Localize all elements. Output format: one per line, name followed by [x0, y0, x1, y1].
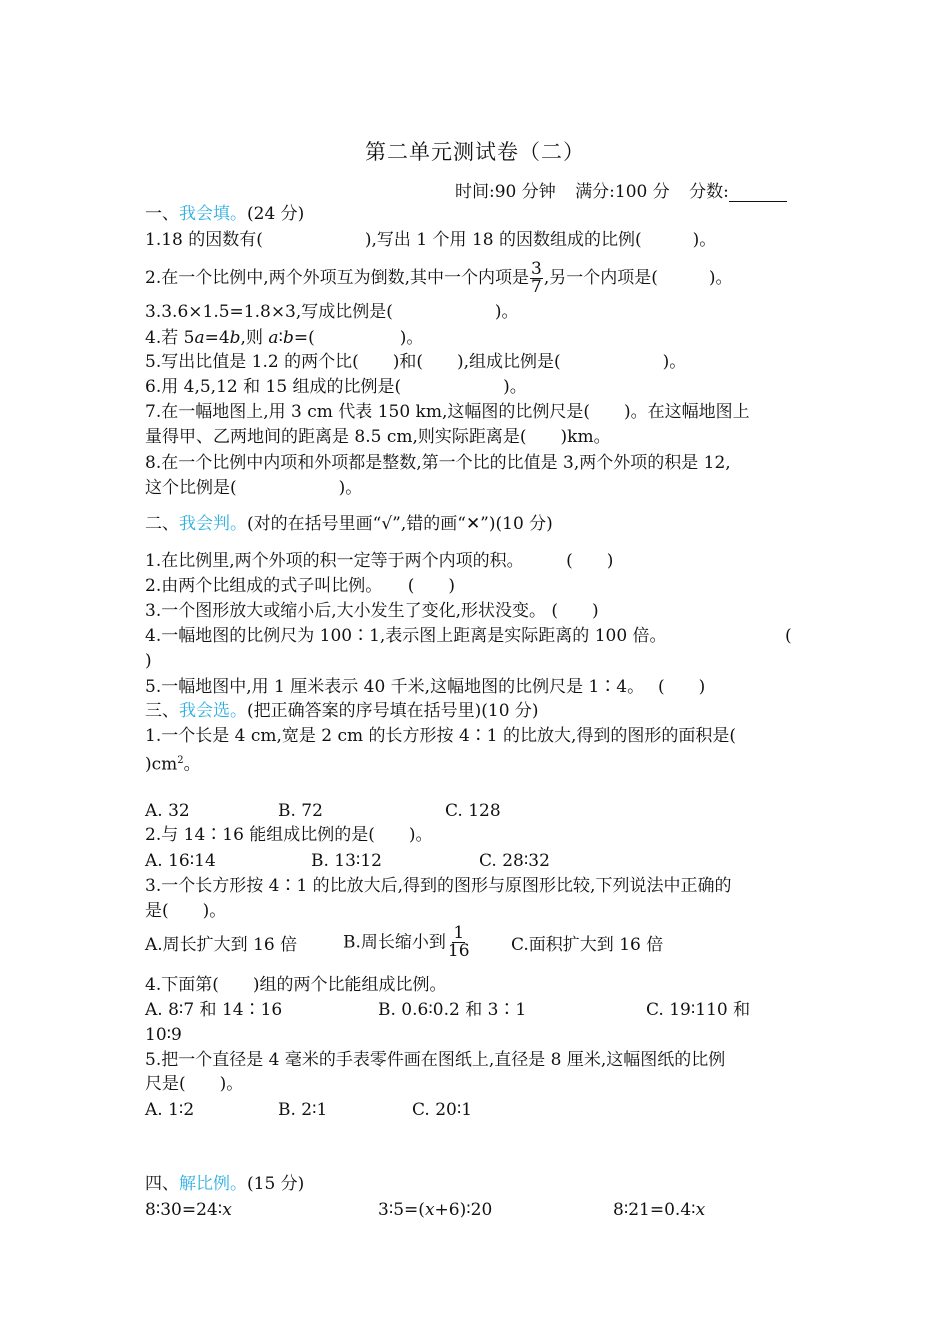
- s3-q5-option-c: C. 20∶1: [412, 1100, 473, 1120]
- exam-meta: [455, 177, 801, 202]
- s1-q5: 5.写出比值是 1.2 的两个比( )和( ),组成比例是( )。: [145, 352, 687, 372]
- s1-q7a: 7.在一幅地图上,用 3 cm 代表 150 km,这幅图的比例尺是( )。在这幅地图上: [145, 402, 750, 422]
- s3-q4-option-c-cont: 10∶9: [145, 1025, 182, 1045]
- s2-q2: 2.由两个比组成的式子叫比例。 ( ): [145, 576, 455, 596]
- s3-q4-option-a: A. 8∶7 和 14∶16: [145, 1000, 283, 1020]
- s2-q3: 3.一个图形放大或缩小后,大小发生了变化,形状没变。 ( ): [145, 601, 599, 621]
- s3-q5a: 5.把一个直径是 4 毫米的手表零件画在图纸上,直径是 8 厘米,这幅图纸的比例: [145, 1050, 726, 1070]
- s3-q2: 2.与 14∶16 能组成比例的是( )。: [145, 825, 433, 845]
- section-2-heading: 二、我会判。(对的在括号里画“√”,错的画“✕”)(10 分): [145, 514, 553, 534]
- full-score-label: 满分:100 分: [575, 182, 670, 202]
- s1-q3: 3.3.6×1.5=1.8×3,写成比例是( )。: [145, 302, 519, 322]
- fraction-1-16: $\frac{1}{16}$: [447, 923, 470, 961]
- s3-q3-option-a: A.周长扩大到 16 倍: [145, 935, 298, 955]
- s1-q2: 2.在一个比例中,两个外项互为倒数,其中一个内项是 $\frac{3}{7}$ ,另一个内项是( )。: [145, 259, 733, 297]
- s3-q4-option-c: C. 19∶110 和: [646, 1000, 751, 1020]
- section-4-heading: 四、解比例。(15 分): [145, 1174, 305, 1194]
- s2-q4-paren-close: ): [145, 651, 152, 671]
- s1-q7b: 量得甲、乙两地间的距离是 8.5 cm,则实际距离是( )km。: [145, 427, 611, 447]
- s1-q6: 6.用 4,5,12 和 15 组成的比例是( )。: [145, 377, 527, 397]
- time-label: 时间:90 分钟: [455, 182, 556, 202]
- s1-q8b: 这个比例是( )。: [145, 478, 363, 498]
- s3-q2-option-c: C. 28∶32: [479, 851, 550, 871]
- section-1-heading: 一、我会填。(24 分): [145, 204, 305, 224]
- s4-equation-1: 8∶30=24∶x: [145, 1200, 232, 1220]
- s4-equation-2: 3∶5=(x+6)∶20: [378, 1200, 493, 1220]
- s2-q4: 4.一幅地图的比例尺为 100∶1,表示图上距离是实际距离的 100 倍。: [145, 626, 667, 646]
- s1-q8a: 8.在一个比例中内项和外项都是整数,第一个比的比值是 3,两个外项的积是 12,: [145, 453, 731, 473]
- s3-q2-option-a: A. 16∶14: [145, 851, 216, 871]
- s2-q4-paren-open: (: [785, 626, 792, 646]
- s3-q3-option-b: B.周长缩小到 $\frac{1}{16}$: [343, 923, 470, 961]
- s3-q5-option-b: B. 2∶1: [278, 1100, 328, 1120]
- s3-q5b: 尺是( )。: [145, 1074, 244, 1094]
- s3-q2-option-b: B. 13∶12: [311, 851, 382, 871]
- s3-q1-option-a: A. 32: [145, 801, 190, 821]
- s3-q5-option-a: A. 1∶2: [145, 1100, 195, 1120]
- s3-q3-option-c: C.面积扩大到 16 倍: [511, 935, 664, 955]
- s3-q4-option-b: B. 0.6∶0.2 和 3∶1: [378, 1000, 527, 1020]
- s2-q1: 1.在比例里,两个外项的积一定等于两个内项的积。 ( ): [145, 551, 614, 571]
- s3-q3a: 3.一个长方形按 4∶1 的比放大后,得到的图形与原图形比较,下列说法中正确的: [145, 876, 732, 896]
- score-label: 分数:: [689, 182, 729, 202]
- page-title: 第二单元测试卷（二）: [365, 140, 585, 164]
- s3-q1b: )$cm^2$。: [145, 754, 201, 775]
- score-blank[interactable]: [729, 185, 787, 202]
- s2-q5: 5.一幅地图中,用 1 厘米表示 40 千米,这幅地图的比例尺是 1∶4。 ( ): [145, 677, 706, 697]
- s3-q1-option-c: C. 128: [445, 801, 501, 821]
- s3-q1-option-b: B. 72: [278, 801, 323, 821]
- s3-q1a: 1.一个长是 4 cm,宽是 2 cm 的长方形按 4∶1 的比放大,得到的图形的面积是(: [145, 726, 737, 746]
- s1-q1: 1.18 的因数有( ),写出 1 个用 18 的因数组成的比例( )。: [145, 230, 717, 250]
- s3-q4: 4.下面第( )组的两个比能组成比例。: [145, 975, 447, 995]
- s4-equation-3: 8∶21=0.4∶x: [613, 1200, 706, 1220]
- fraction-3-7: $\frac{3}{7}$: [531, 259, 542, 297]
- section-3-heading: 三、我会选。(把正确答案的序号填在括号里)(10 分): [145, 701, 539, 721]
- s1-q4: 4.若 5a=4b,则 a∶b=( )。: [145, 328, 424, 348]
- s3-q3b: 是( )。: [145, 901, 227, 921]
